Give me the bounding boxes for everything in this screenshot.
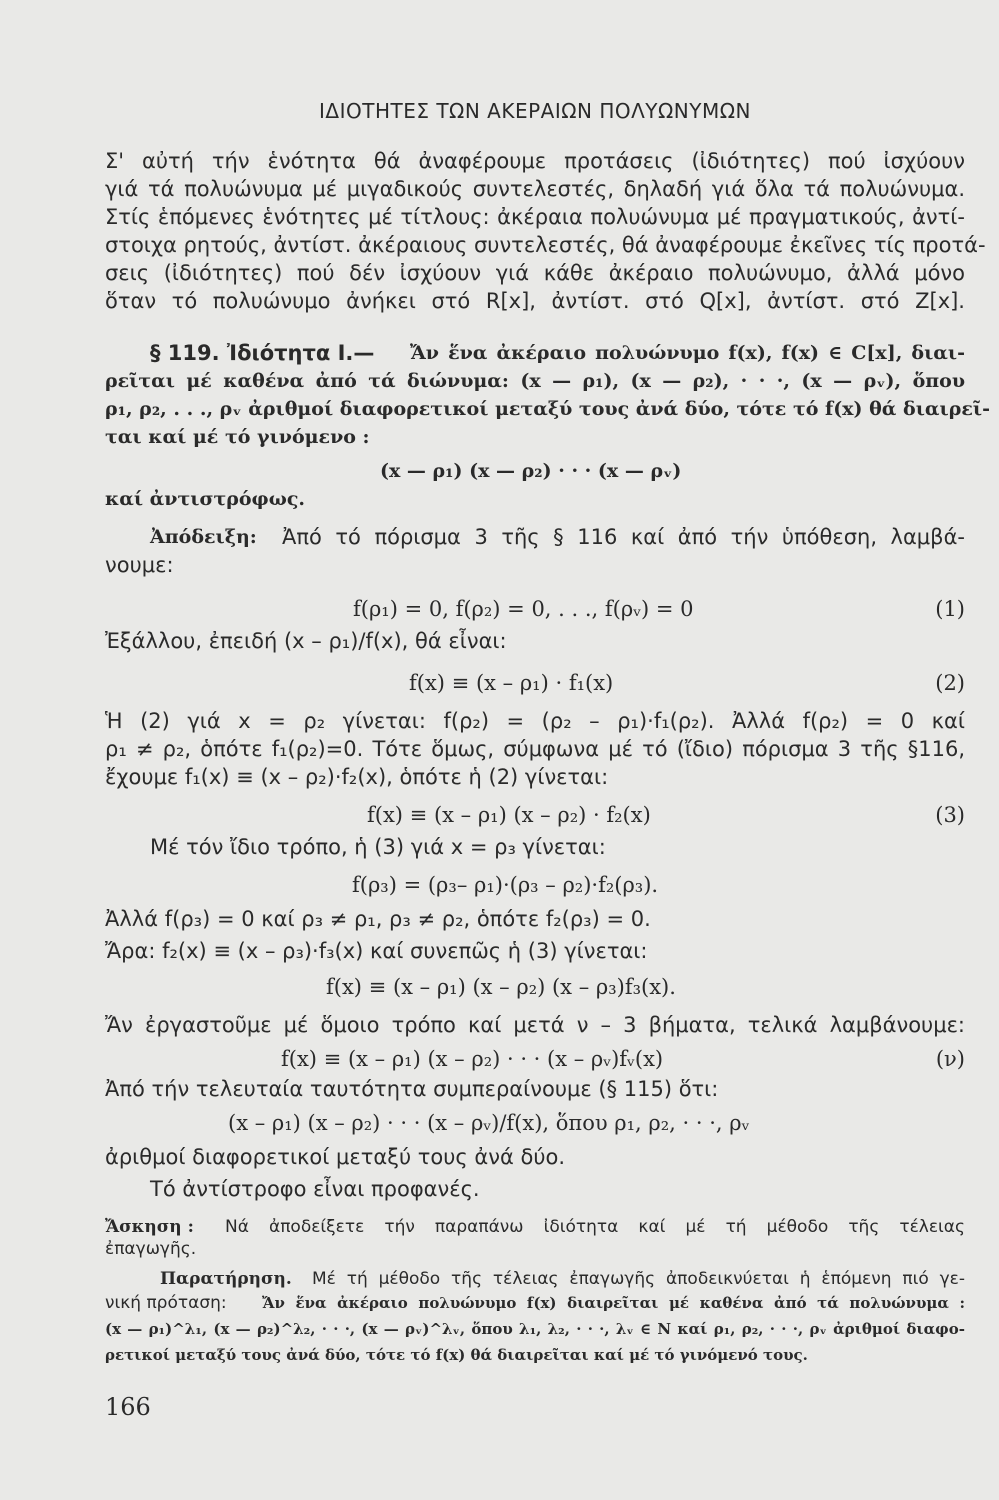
proof-line-7: Μέ τόν ἴδιο τρόπο, ἡ (3) γιά x = ρ₃ γίνεται: xyxy=(150,835,606,859)
equation-5: f(x) ≡ (x – ρ₁) (x – ρ₂) (x – ρ₃)f₃(x). xyxy=(326,975,676,999)
proof-line-8: Ἀλλά f(ρ₃) = 0 καί ρ₃ ≠ ρ₁, ρ₃ ≠ ρ₂, ὁπότε f₂(ρ₃) = 0. xyxy=(105,907,651,931)
running-header: ΙΔΙΟΤΗΤΕΣ ΤΩΝ ΑΚΕΡΑΙΩΝ ΠΟΛΥΩΝΥΜΩΝ xyxy=(319,99,751,123)
remark-line-4: ρετικοί μεταξύ τους ἀνά δύο, τότε τό f(x) θά διαιρεῖται καί μέ τό γινόμενό τους. xyxy=(105,1346,808,1364)
intro-line-3: Στίς ἑπόμενες ἑνότητες μέ τίτλους: ἀκέραια πολυώνυμα μέ πραγματικούς, ἀντί- xyxy=(105,205,965,229)
proof-line-13: Τό ἀντίστροφο εἶναι προφανές. xyxy=(150,1177,480,1201)
remark-line-1: Μέ τή μέθοδο τῆς τέλειας ἐπαγωγῆς ἀποδεικνύεται ἡ ἑπόμενη πιό γε- xyxy=(312,1269,965,1289)
proof-line-1: Ἀπό τό πόρισμα 3 τῆς § 116 καί ἀπό τήν ὑπόθεση, λαμβά- xyxy=(282,525,965,549)
remark-line-2b: Ἄν ἕνα ἀκέραιο πολυώνυμο f(x) διαιρεῖται μέ καθένα ἀπό τά πολυώνυμα : xyxy=(262,1294,965,1312)
equation-3: f(x) ≡ (x – ρ₁) (x – ρ₂) · f₂(x) xyxy=(367,803,651,827)
equation-2-number: (2) xyxy=(935,671,965,695)
section-heading: § 119. Ἰδιότητα I.— xyxy=(150,341,375,365)
proof-line-2: νουμε: xyxy=(105,553,174,577)
proof-line-5: ρ₁ ≠ ρ₂, ὁπότε f₁(ρ₂)=0. Τότε ὅμως, σύμφωνα μέ τό (ἴδιο) πόρισμα 3 τῆς §116, xyxy=(105,737,965,761)
equation-4: f(ρ₃) = (ρ₃– ρ₁)·(ρ₃ – ρ₂)·f₂(ρ₃). xyxy=(352,873,659,897)
equation-1-number: (1) xyxy=(935,597,965,621)
proof-line-4: Ἡ (2) γιά x = ρ₂ γίνεται: f(ρ₂) = (ρ₂ – ρ₁)·f₁(ρ₂). Ἀλλά f(ρ₂) = 0 καί xyxy=(105,709,965,733)
exercise-line-2: ἐπαγωγῆς. xyxy=(105,1239,197,1259)
exercise-label: Ἄσκηση : xyxy=(105,1217,194,1237)
intro-line-5: σεις (ἰδιότητες) πού δέν ἰσχύουν γιά κάθε ἀκέραιο πολυώνυμο, ἀλλά μόνο xyxy=(105,261,965,285)
statement-line-2: ρεῖται μέ καθένα ἀπό τά διώνυμα: (x — ρ₁), (x — ρ₂), · · ·, (x — ρᵥ), ὅπου xyxy=(105,370,965,392)
equation-7: (x – ρ₁) (x – ρ₂) · · · (x – ρᵥ)/f(x), ὅπου ρ₁, ρ₂, · · ·, ρᵥ xyxy=(228,1111,750,1135)
statement-conclusion: καί ἀντιστρόφως. xyxy=(105,488,306,510)
remark-line-3: (x — ρ₁)^λ₁, (x — ρ₂)^λ₂, · · ·, (x — ρᵥ)^λᵥ, ὅπου λ₁, λ₂, · · ·, λᵥ ∈ N καί ρ₁, ρ₂, · · ·, ρᵥ ἀριθμοί διαφο- xyxy=(105,1320,965,1338)
intro-line-2: γιά τά πολυώνυμα μέ μιγαδικούς συντελεστές, δηλαδή γιά ὅλα τά πολυώνυμα. xyxy=(105,177,965,201)
intro-line-4: στοιχα ρητούς, ἀντίστ. ἀκέραιους συντελεστές, θά ἀναφέρουμε ἐκεῖνες τίς προτά- xyxy=(105,233,986,257)
proof-line-12: ἀριθμοί διαφορετικοί μεταξύ τους ἀνά δύο. xyxy=(105,1145,566,1169)
equation-1: f(ρ₁) = 0, f(ρ₂) = 0, . . ., f(ρᵥ) = 0 xyxy=(353,597,694,621)
intro-line-1: Σ' αὐτή τήν ἑνότητα θά ἀναφέρουμε προτάσεις (ἰδιότητες) πού ἰσχύουν xyxy=(105,149,965,173)
proof-label: Ἀπόδειξη: xyxy=(150,526,257,548)
statement-line-3: ρ₁, ρ₂, . . ., ρᵥ ἀριθμοί διαφορετικοί μεταξύ τους ἀνά δύο, τότε τό f(x) θά διαιρεῖ- xyxy=(105,398,990,420)
proof-line-3: Ἐξάλλου, ἐπειδή (x – ρ₁)/f(x), θά εἶναι: xyxy=(105,629,507,653)
equation-3-number: (3) xyxy=(935,803,965,827)
intro-line-6: ὅταν τό πολυώνυμο ἀνήκει στό R[x], ἀντίστ. στό Q[x], ἀντίστ. στό Z[x]. xyxy=(105,289,965,313)
proof-line-9: Ἄρα: f₂(x) ≡ (x – ρ₃)·f₃(x) καί συνεπῶς ἡ (3) γίνεται: xyxy=(105,939,648,963)
remark-label: Παρατήρηση. xyxy=(160,1269,292,1289)
statement-line-4: ται καί μέ τό γινόμενο : xyxy=(105,426,370,448)
statement-line-1: Ἄν ἕνα ἀκέραιο πολυώνυμο f(x), f(x) ∈ C[x], διαι- xyxy=(410,342,965,364)
proof-line-6: ἔχουμε f₁(x) ≡ (x – ρ₂)·f₂(x), ὁπότε ἡ (2) γίνεται: xyxy=(105,765,609,789)
page-number: 166 xyxy=(105,1393,151,1421)
remark-line-2a: νική πρόταση: xyxy=(105,1293,227,1313)
exercise-line-1: Νά ἀποδείξετε τήν παραπάνω ἰδιότητα καί μέ τή μέθοδο τῆς τέλειας xyxy=(225,1217,965,1237)
equation-2: f(x) ≡ (x – ρ₁) · f₁(x) xyxy=(409,671,614,695)
proof-line-11: Ἀπό τήν τελευταία ταυτότητα συμπεραίνουμε (§ 115) ὅτι: xyxy=(105,1077,719,1101)
statement-product: (x — ρ₁) (x — ρ₂) · · · (x — ρᵥ) xyxy=(380,460,682,482)
proof-line-10: Ἄν ἐργαστοῦμε μέ ὅμοιο τρόπο καί μετά ν – 3 βήματα, τελικά λαμβάνουμε: xyxy=(105,1013,965,1037)
equation-6-number: (ν) xyxy=(935,1047,965,1071)
equation-6: f(x) ≡ (x – ρ₁) (x – ρ₂) · · · (x – ρᵥ)fᵥ(x) xyxy=(281,1047,664,1071)
